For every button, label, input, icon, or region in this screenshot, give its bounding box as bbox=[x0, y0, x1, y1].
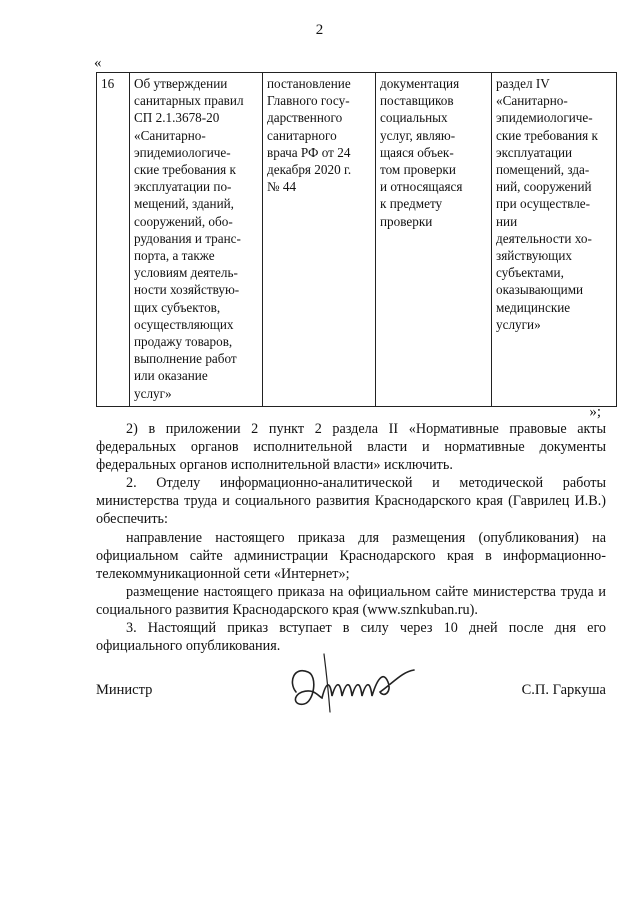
paragraph-department: 2. Отделу информационно-аналитической и методической работы министерства труда и социального развития Краснодарского края (Гаврилец И.В.) обеспечить: bbox=[96, 475, 606, 528]
legal-act-cell bbox=[263, 73, 376, 407]
inspection-subject: документация поставщиков социальных услуг, являю- щаяся объек- том проверки и относящаяся к предмету проверки bbox=[380, 76, 463, 229]
paragraph-amendment: 2) в приложении 2 пункт 2 раздела II «Нормативные правовые акты федеральных органов исполнительной власти и нормативные документы федеральных органов исполнительной власти» исключить. bbox=[96, 421, 606, 474]
document-title: Об утверждении санитарных правил СП 2.1.3678-20 «Санитарно- эпидемиологиче- ские требования к эксплуатации по- мещений, зданий, сооружений, обо- рудования и транс- порта, а также условиям деятель- ности хозяйствую- щих субъектов, осуществляющих продажу товаров, выполнение работ или оказание услуг» bbox=[134, 76, 244, 401]
signatory-name: С.П. Гаркуша bbox=[521, 682, 606, 698]
document-title-cell bbox=[130, 73, 263, 407]
signatory-title: Министр bbox=[96, 682, 153, 698]
table-row bbox=[97, 73, 617, 407]
page-number: 2 bbox=[315, 22, 324, 38]
inspection-subject-cell bbox=[376, 73, 492, 407]
closing-quote: »; bbox=[589, 404, 601, 420]
section-reference: раздел IV «Санитарно- эпидемиологиче- ские требования к эксплуатации помещений, зда- ний, сооружений при осуществле- нии деятельности хо- зяйствующих субъектами, оказывающими медицинские услуги» bbox=[496, 76, 598, 332]
paragraph-website: размещение настоящего приказа на официальном сайте министерства труда и социального развития Краснодарского края (www.sznkuban.ru). bbox=[96, 583, 606, 618]
handwritten-signature bbox=[284, 652, 424, 722]
paragraph-effective-date: 3. Настоящий приказ вступает в силу через 10 дней после дня его официального опубликования. bbox=[96, 620, 606, 655]
row-number: 16 bbox=[101, 76, 115, 91]
legal-act: постановление Главного госу- дарственного санитарного врача РФ от 24 декабря 2020 г. № 44 bbox=[267, 76, 352, 195]
amendment-table bbox=[96, 72, 617, 407]
opening-quote: « bbox=[94, 55, 102, 71]
row-number-cell bbox=[97, 73, 130, 407]
section-reference-cell bbox=[492, 73, 617, 407]
paragraph-publication: направление настоящего приказа для размещения (опубликования) на официальном сайте администрации Краснодарского края в информационно-телекоммуникационной сети «Интернет»; bbox=[96, 529, 606, 582]
order-text bbox=[96, 420, 606, 655]
